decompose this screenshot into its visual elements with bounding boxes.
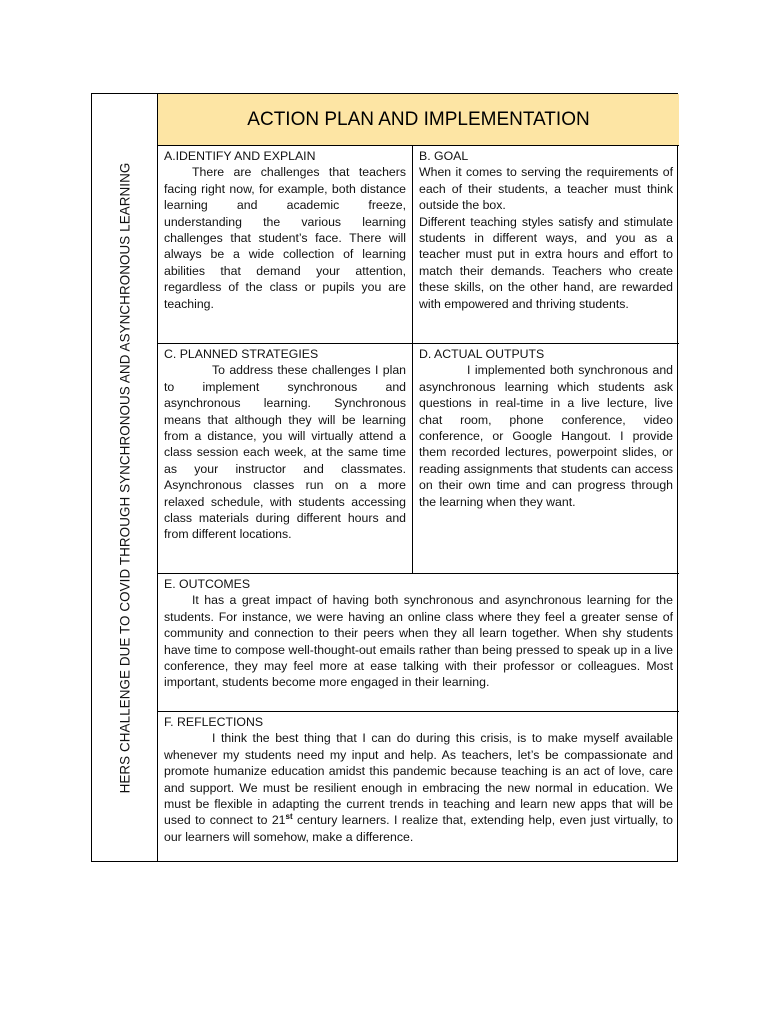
side-label: HERS CHALLENGE DUE TO COVID THROUGH SYNCHRONOUS AND ASYNCHRONOUS LEARNING xyxy=(117,162,133,793)
section-body: When it comes to serving the requirements of each of their students, a teacher must think outside the box. xyxy=(419,165,673,213)
section-body: It has a great impact of having both synchronous and asynchronous learning for the students. For instance, we were having an online class where they feel a greater sense of community and connection to their peers when they all learn together. When shy students have time to compose well-thought-out emails rather than being pressed to speak up in a live conference, they may feel more at ease talking with their professor or colleagues. Most important, students become more engaged in their learning. xyxy=(164,593,673,690)
section-body: Different teaching styles satisfy and stimulate students in different ways, and you as a teacher must put in extra hours and effort to match their demands. Teachers who create these skills, on the other hand, are rewarded with empowered and thriving students. xyxy=(419,214,673,311)
section-heading: E. OUTCOMES xyxy=(164,577,251,591)
page-title: ACTION PLAN AND IMPLEMENTATION xyxy=(158,94,679,146)
section-heading: D. ACTUAL OUTPUTS xyxy=(419,347,545,361)
section-actual-outputs xyxy=(413,344,679,574)
section-heading: C. PLANNED STRATEGIES xyxy=(164,347,319,361)
section-reflections xyxy=(158,712,679,862)
section-body: To address these challenges I plan to implement synchronous and asynchronous learning. Synchronous means that although they will be learning from a distance, you will virtually attend a class session each week, at the same time as your instructor and classmates. Asynchronous classes run on a more relaxed schedule, with students accessing class materials during different hours and from different locations. xyxy=(164,363,406,542)
section-body: There are challenges that teachers facing right now, for example, both distance learning and academic freeze, understanding the various learning challenges that student’s face. There will always be a wide collection of learning abilities that demand your attention, regardless of the class or pupils you are teaching. xyxy=(164,165,406,311)
ordinal-suffix: st xyxy=(285,812,293,822)
section-planned-strategies xyxy=(158,344,413,574)
section-body xyxy=(164,730,673,845)
reflections-text-part2: century learners. I realize that, extending help, even just virtually, to our learners will somehow, make a difference. xyxy=(164,813,673,844)
section-identify xyxy=(158,146,413,344)
side-label-column xyxy=(92,94,158,861)
reflections-text-part1: I think the best thing that I can do during this crisis, is to make myself available whenever my students need my input and help. As teachers, let’s be compassionate and promote humanize education amidst this pandemic because teaching is an act of love, care and support. We must be resilient enough in embracing the new normal in education. We must be flexible in adapting the current trends in teaching and learn new apps that will be used to connect to 21 xyxy=(164,731,673,828)
section-goal xyxy=(413,146,679,344)
section-heading: B. GOAL xyxy=(419,149,469,163)
section-body: I implemented both synchronous and asynchronous learning which students ask questions in real-time in a live lecture, live chat room, phone conference, video conference, or Google Hangout. I provide them recorded lectures, powerpoint slides, or reading assignments that students can access on their own time and can progress through the learning when they want. xyxy=(419,363,673,509)
section-heading: F. REFLECTIONS xyxy=(164,715,264,729)
section-heading: A.IDENTIFY AND EXPLAIN xyxy=(164,149,316,163)
action-plan-table xyxy=(91,93,678,862)
section-outcomes xyxy=(158,574,679,712)
